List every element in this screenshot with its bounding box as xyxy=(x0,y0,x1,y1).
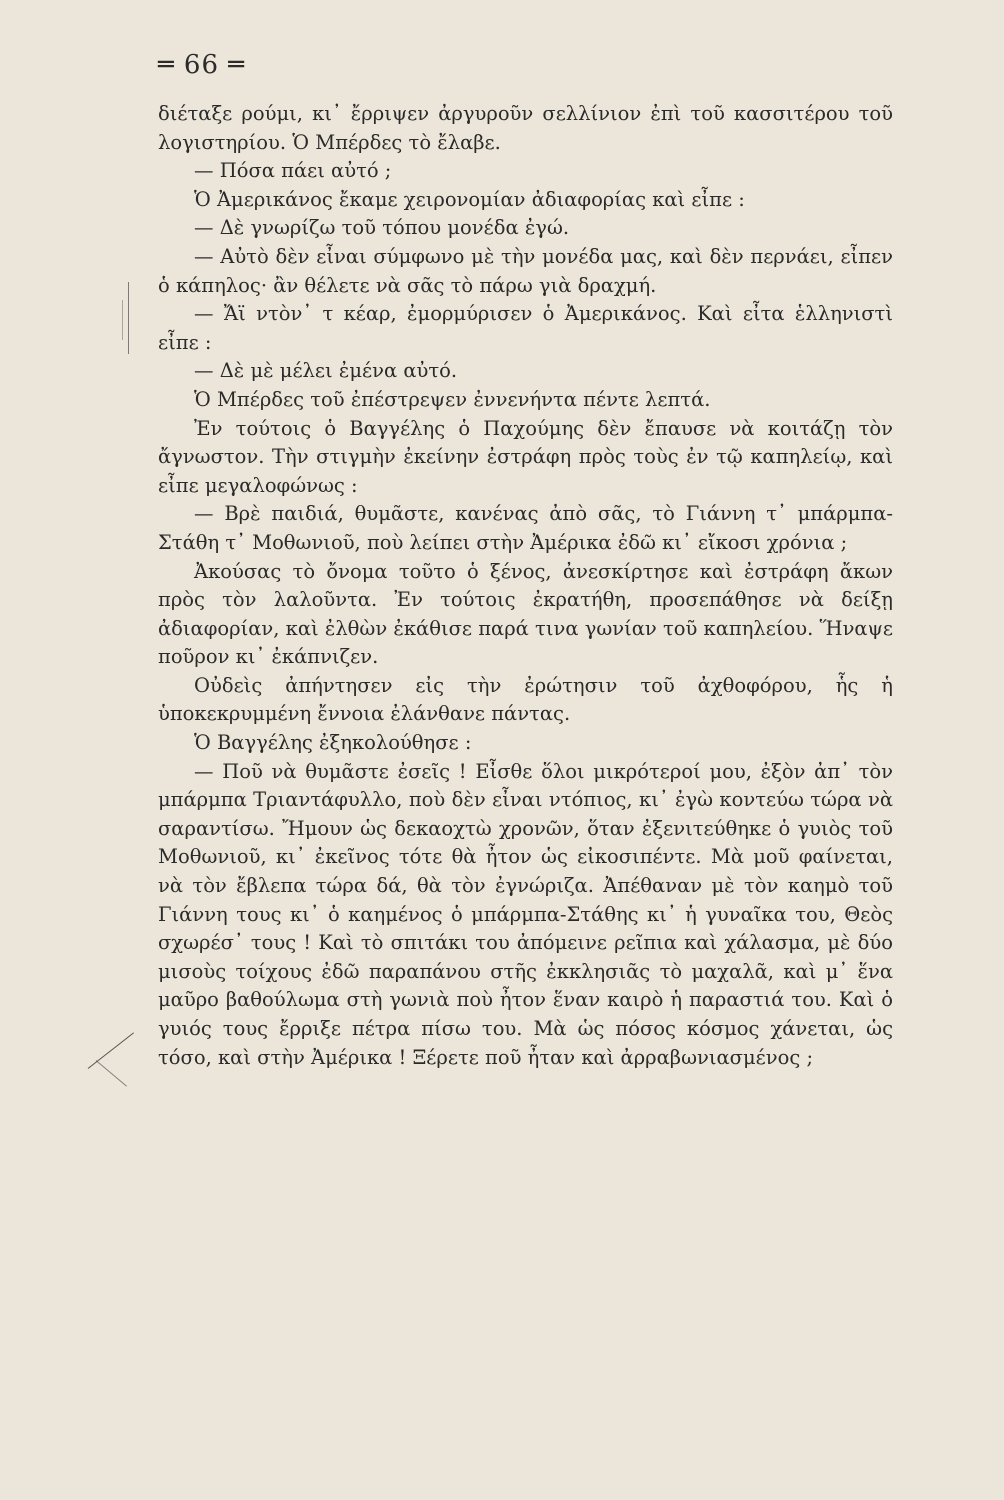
paragraph: — Πόσα πάει αὐτό ; xyxy=(194,159,392,183)
paragraph: Ἀκούσας τὸ ὄνομα τοῦτο ὁ ξένος, ἀνεσκίρτησε καὶ ἐστράφη ἄκων πρὸς τὸν λαλοῦντα. Ἐν τούτοις ἐκρατήθη, προσεπάθησε νὰ δείξῃ ἀδιαφορίαν, καὶ ἐλθὼν ἐκάθισε παρά τινα γωνίαν τοῦ καπηλείου. Ἥναψε ποῦρον κι᾽ ἐκάπνιζεν. xyxy=(158,559,893,669)
paragraph: διέταξε ρούμι, κι᾽ ἔρριψεν ἀργυροῦν σελλίνιον ἐπὶ τοῦ κασσιτέρου τοῦ λογιστηρίου. Ὁ Μπέρδες τὸ ἔλαβε. xyxy=(158,102,893,154)
paragraph: — Ποῦ νὰ θυμᾶστε ἐσεῖς ! Εἶσθε ὅλοι μικρότεροί μου, ἐξὸν ἀπ᾽ τὸν μπάρμπα Τριαντάφυλλο, ποὺ δὲν εἶναι ντόπιος, κι᾽ ἐγὼ κοντεύω τώρα νὰ σαραντίσω. Ἤμουν ὡς δεκαοχτὼ χρονῶν, ὅταν ἐξενιτεύθηκε ὁ γυιὸς τοῦ Μοθωνιοῦ, κι᾽ ἐκεῖνος τότε θὰ ἦτον ὡς εἰκοσιπέντε. Μὰ μοῦ φαίνεται, νὰ τὸν ἔβλεπα τώρα δά, θὰ τὸν ἐγνώριζα. Ἀπέθαναν μὲ τὸν καημὸ τοῦ Γιάννη τους κι᾽ ὁ καημένος ὁ μπάρμπα-Στάθης κι᾽ ἡ γυναῖκα του, Θεὸς σχωρέσ᾽ τους ! Καὶ τὸ σπιτάκι του ἀπόμεινε ρεῖπια καὶ χάλασμα, μὲ δύο μισοὺς τοίχους ἐδῶ παραπάνου στῆς ἐκκλησιᾶς τὸ μαχαλᾶ, καὶ μ᾽ ἕνα μαῦρο βαθούλωμα στὴ γωνιὰ ποὺ ἦτον ἕναν καιρὸ ἡ παραστιά του. Καὶ ὁ γυιός τους ἔρριξε πέτρα πίσω του. Μὰ ὡς πόσος κόσμος χάνεται, ὡς τόσο, καὶ στὴν Ἀμέρικα ! Ξέρετε ποῦ ἦταν καὶ ἀρραβωνιασμένος ; xyxy=(158,759,893,1069)
paragraph: — Δὲ μὲ μέλει ἐμένα αὐτό. xyxy=(194,359,458,383)
body-text xyxy=(158,100,893,1072)
paragraph: — Δὲ γνωρίζω τοῦ τόπου μονέδα ἐγώ. xyxy=(194,216,570,240)
margin-pencil-mark xyxy=(122,300,123,340)
paragraph: — Βρὲ παιδιά, θυμᾶστε, κανένας ἀπὸ σᾶς, τὸ Γιάννη τ᾽ μπάρμπα-Στάθη τ᾽ Μοθωνιοῦ, ποὺ λείπει στὴν Ἀμέρικα ἐδῶ κι᾽ εἴκοσι χρόνια ; xyxy=(158,502,893,554)
page-number: ═ 66 ═ xyxy=(158,50,245,80)
paragraph: Οὐδεὶς ἀπήντησεν εἰς τὴν ἐρώτησιν τοῦ ἀχθοφόρου, ἧς ἡ ὑποκεκρυμμένη ἔννοια ἐλάνθανε πάντας. xyxy=(158,673,893,726)
paragraph: Ὁ Ἀμερικάνος ἔκαμε χειρονομίαν ἀδιαφορίας καὶ εἶπε : xyxy=(194,187,745,211)
margin-pencil-stroke xyxy=(96,1060,127,1086)
paragraph: — Ἄϊ ντὸν᾽ τ κέαρ, ἐμορμύρισεν ὁ Ἀμερικάνος. Καὶ εἶτα ἑλληνιστὶ εἶπε : xyxy=(158,302,893,354)
paragraph: Ἐν τούτοις ὁ Βαγγέλης ὁ Παχούμης δὲν ἔπαυσε νὰ κοιτάζῃ τὸν ἄγνωστον. Τὴν στιγμὴν ἐκείνην ἐστράφη πρὸς τοὺς ἐν τῷ καπηλείῳ, καὶ εἶπε μεγαλοφώνως : xyxy=(158,416,893,497)
paragraph: — Αὐτὸ δὲν εἶναι σύμφωνο μὲ τὴν μονέδα μας, καὶ δὲν περνάει, εἶπεν ὁ κάπηλος· ἂν θέλετε νὰ σᾶς τὸ πάρω γιὰ δραχμή. xyxy=(158,244,893,297)
margin-pencil-mark xyxy=(128,282,129,354)
paragraph: Ὁ Μπέρδες τοῦ ἐπέστρεψεν ἐννενήντα πέντε λεπτά. xyxy=(194,387,711,411)
paragraph: Ὁ Βαγγέλης ἐξηκολούθησε : xyxy=(194,731,472,755)
margin-pencil-stroke xyxy=(88,1032,134,1068)
